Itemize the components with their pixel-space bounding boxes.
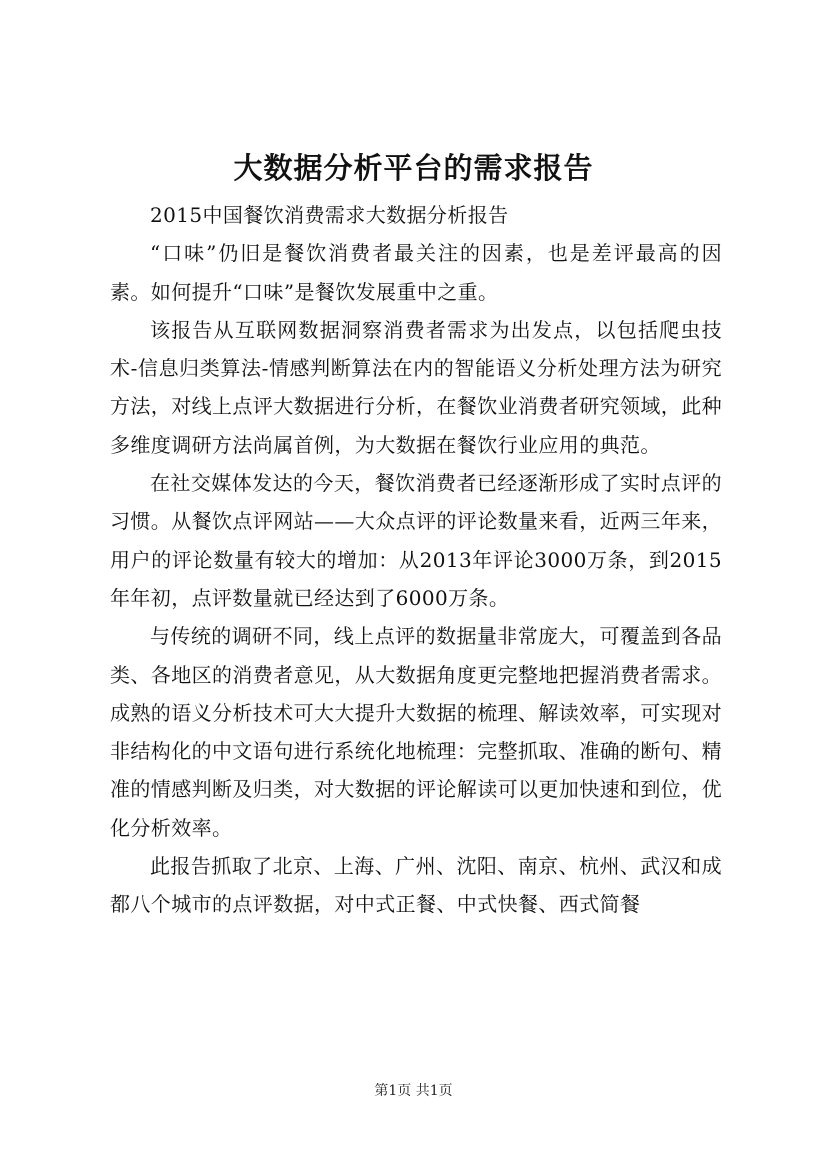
paragraph-subtitle: 2015中国餐饮消费需求大数据分析报告 [150,203,509,227]
page-number-footer: 第1页 共1页 [374,1083,453,1099]
paragraph-taste: “口味”仍旧是餐饮消费者最关注的因素，也是差评最高的因素。如何提升“口味”是餐饮发展重中之重。 [110,241,722,304]
paragraph-cities: 此报告抓取了北京、上海、广州、沈阳、南京、杭州、武汉和成都八个城市的点评数据，对中式正餐、中式快餐、西式简餐 [110,854,722,917]
document-title: 大数据分析平台的需求报告 [233,151,594,185]
paragraph-social-media: 在社交媒体发达的今天，餐饮消费者已经逐渐形成了实时点评的习惯。从餐饮点评网站——大众点评的评论数量来看，近两三年来，用户的评论数量有较大的增加：从2013年评论3000万条，到2015年年初，点评数量就已经达到了6000万条。 [110,471,722,610]
paragraph-online-reviews: 与传统的调研不同，线上点评的数据量非常庞大，可覆盖到各品类、各地区的消费者意见，从大数据角度更完整地把握消费者需求。成熟的语义分析技术可大大提升大数据的梳理、解读效率，可实现对非结构化的中文语句进行系统化地梳理：完整抓取、准确的断句、精准的情感判断及归类，对大数据的评论解读可以更加快速和到位，优化分析效率。 [110,624,722,840]
paragraph-method: 该报告从互联网数据洞察消费者需求为出发点，以包括爬虫技术-信息归类算法-情感判断算法在内的智能语义分析处理方法为研究方法，对线上点评大数据进行分析，在餐饮业消费者研究领域，此种多维度调研方法尚属首例，为大数据在餐饮行业应用的典范。 [110,317,722,457]
document-body [110,196,722,924]
